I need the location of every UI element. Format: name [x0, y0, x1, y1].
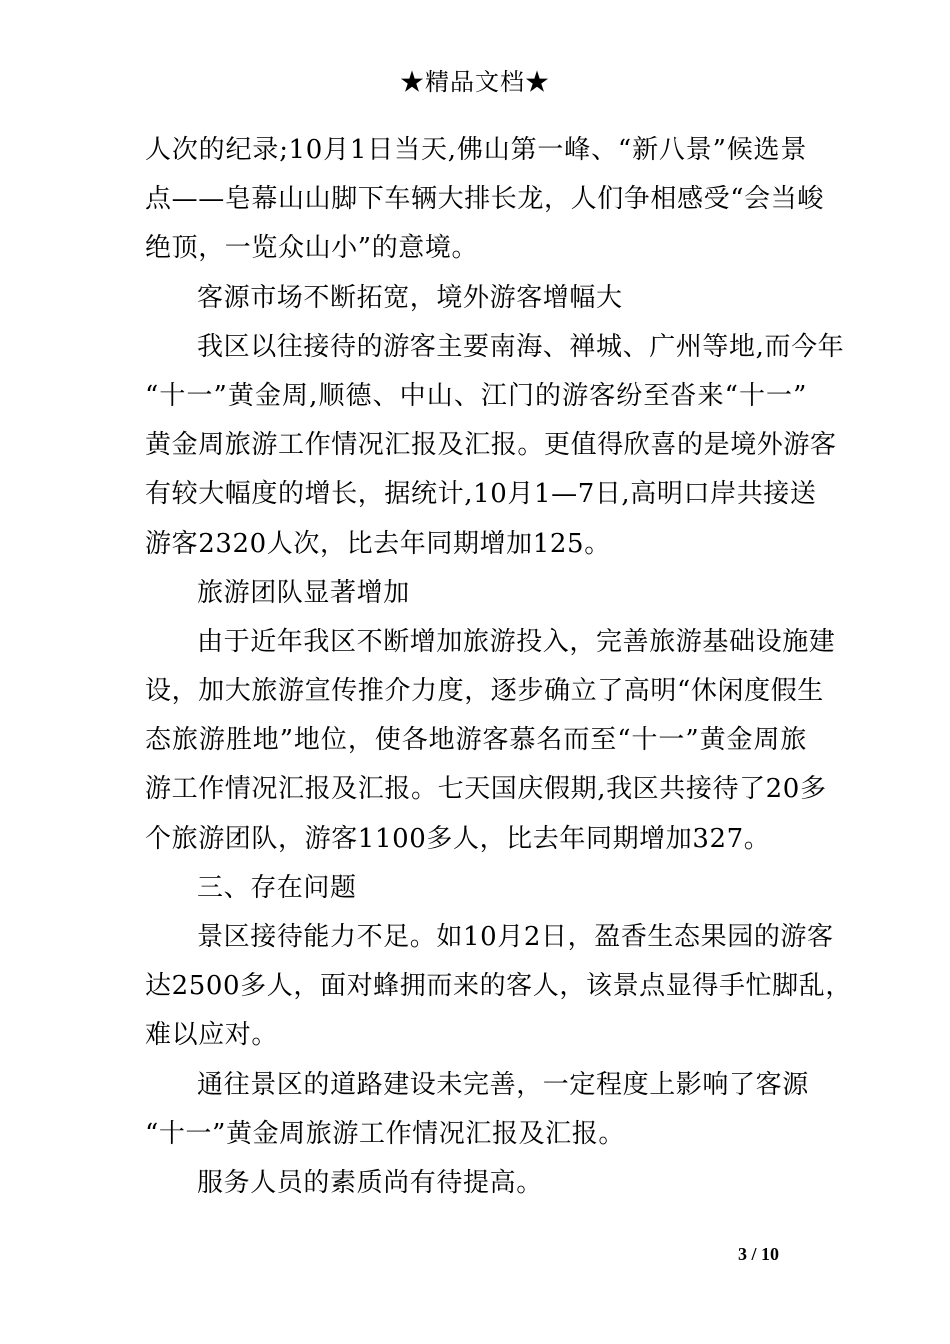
paragraph-line: 黄金周旅游工作情况汇报及汇报。更值得欣喜的是境外游客: [145, 430, 837, 461]
paragraph-line: “十一”黄金周旅游工作情况汇报及汇报。: [145, 1118, 625, 1149]
page-header: ★精品文档★: [400, 68, 550, 96]
paragraph-line: 点——皂幕山山脚下车辆大排长龙，人们争相感受“会当峻: [145, 184, 824, 215]
paragraph-line: “十一”黄金周,顺德、中山、江门的游客纷至沓来“十一”: [145, 380, 807, 411]
document-body: [145, 126, 852, 1208]
paragraph-line: 由于近年我区不断增加旅游投入，完善旅游基础设施建: [197, 626, 836, 657]
paragraph-line: 我区以往接待的游客主要南海、禅城、广州等地,而今年: [197, 331, 845, 362]
section-heading: 三、存在问题: [197, 872, 357, 903]
paragraph-line: 绝顶，一览众山小”的意境。: [145, 233, 479, 264]
section-heading: 旅游团队显著增加: [197, 577, 410, 608]
paragraph-line: 景区接待能力不足。如10月2日，盈香生态果园的游客: [197, 922, 834, 952]
page-number: 3 / 10: [738, 1244, 780, 1264]
section-heading: 客源市场不断拓宽，境外游客增幅大: [197, 282, 623, 313]
paragraph-line: 达2500多人，面对蜂拥而来的客人，该景点显得手忙脚乱，: [145, 971, 852, 1002]
paragraph-line: 服务人员的素质尚有待提高。: [197, 1167, 543, 1198]
paragraph-line: 个旅游团队，游客1100多人，比去年同期增加327。: [145, 823, 771, 854]
paragraph-line: 设，加大旅游宣传推介力度，逐步确立了高明“休闲度假生: [145, 676, 824, 707]
paragraph-line: 游客2320人次，比去年同期增加125。: [145, 528, 611, 559]
paragraph-line: 难以应对。: [145, 1020, 279, 1051]
paragraph-line: 通往景区的道路建设未完善，一定程度上影响了客源: [197, 1069, 809, 1100]
paragraph-line: 人次的纪录;10月1日当天,佛山第一峰、“新八景”候选景: [145, 135, 807, 165]
paragraph-line: 游工作情况汇报及汇报。七天国庆假期,我区共接待了20多: [145, 774, 827, 805]
paragraph-line: 态旅游胜地”地位，使各地游客慕名而至“十一”黄金周旅: [145, 725, 807, 756]
paragraph-line: 有较大幅度的增长，据统计,10月1—7日,高明口岸共接送: [145, 479, 817, 510]
